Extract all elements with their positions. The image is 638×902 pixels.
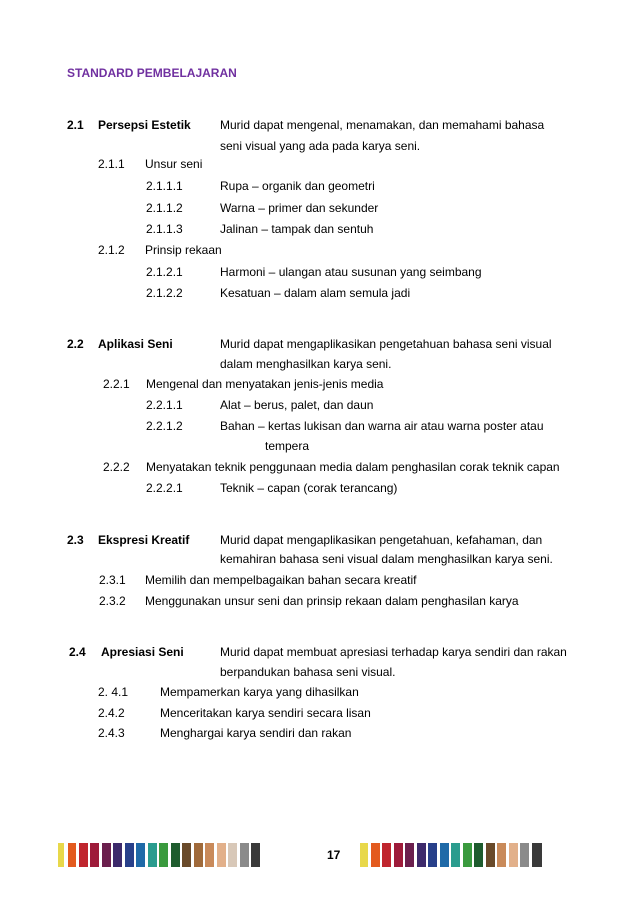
item-text: Menceritakan karya sendiri secara lisan	[160, 706, 371, 720]
subitem-number: 2.2.2.1	[146, 481, 183, 495]
subitem-number: 2.1.1.3	[146, 222, 183, 236]
page-title: STANDARD PEMBELAJARAN	[67, 66, 237, 80]
item-number: 2.1.2	[98, 243, 125, 257]
subitem-number: 2.1.2.1	[146, 265, 183, 279]
page-number: 17	[327, 848, 341, 862]
item-text: Mengenal dan menyatakan jenis-jenis media	[146, 377, 384, 391]
subitem-text: Alat – berus, palet, dan daun	[220, 398, 374, 412]
footer-stripes-left	[58, 843, 304, 867]
section-description: dalam menghasilkan karya seni.	[220, 357, 392, 371]
section-number: 2.2	[67, 337, 84, 351]
section-description: Murid dapat mengaplikasikan pengetahuan, kefahaman, dan	[220, 533, 543, 547]
section-description: kemahiran bahasa seni visual dalam menghasilkan karya seni.	[220, 552, 553, 566]
item-text: Menyatakan teknik penggunaan media dalam penghasilan corak teknik capan	[146, 460, 560, 474]
subitem-text: Kesatuan – dalam alam semula jadi	[220, 286, 411, 300]
item-number: 2. 4.1	[98, 685, 129, 699]
section-name: Ekspresi Kreatif	[98, 533, 190, 547]
section-description: Murid dapat mengenal, menamakan, dan memahami bahasa	[220, 118, 545, 132]
section-name: Aplikasi Seni	[98, 337, 173, 351]
item-text: Mempamerkan karya yang dihasilkan	[160, 685, 359, 699]
section-number: 2.1	[67, 118, 84, 132]
subitem-text: Bahan – kertas lukisan dan warna air atau warna poster atau	[220, 419, 544, 433]
item-text: Prinsip rekaan	[145, 243, 222, 257]
subitem-number: 2.1.2.2	[146, 286, 183, 300]
subitem-text: Warna – primer dan sekunder	[220, 201, 379, 215]
item-text: Memilih dan mempelbagaikan bahan secara kreatif	[145, 573, 417, 587]
item-number: 2.1.1	[98, 157, 125, 171]
subitem-number: 2.1.1.2	[146, 201, 183, 215]
section-description: Murid dapat mengaplikasikan pengetahuan bahasa seni visual	[220, 337, 552, 351]
subitem-number: 2.1.1.1	[146, 179, 183, 193]
item-text: Menghargai karya sendiri dan rakan	[160, 726, 352, 740]
section-description: Murid dapat membuat apresiasi terhadap karya sendiri dan rakan	[220, 645, 567, 659]
item-text: Unsur seni	[145, 157, 203, 171]
subitem-continuation: tempera	[265, 439, 310, 453]
item-number: 2.2.1	[103, 377, 130, 391]
subitem-text: Rupa – organik dan geometri	[220, 179, 375, 193]
section-name: Apresiasi Seni	[101, 645, 184, 659]
subitem-text: Harmoni – ulangan atau susunan yang seimbang	[220, 265, 482, 279]
subitem-number: 2.2.1.1	[146, 398, 183, 412]
section-number: 2.3	[67, 533, 84, 547]
section-description: seni visual yang ada pada karya seni.	[220, 139, 421, 153]
section-number: 2.4	[69, 645, 86, 659]
item-number: 2.4.2	[98, 706, 125, 720]
item-number: 2.2.2	[103, 460, 130, 474]
section-description: berpandukan bahasa seni visual.	[220, 665, 396, 679]
item-number: 2.3.2	[99, 594, 126, 608]
section-name: Persepsi Estetik	[98, 118, 191, 132]
subitem-text: Teknik – capan (corak terancang)	[220, 481, 398, 495]
subitem-number: 2.2.1.2	[146, 419, 183, 433]
item-number: 2.3.1	[99, 573, 126, 587]
item-number: 2.4.3	[98, 726, 125, 740]
item-text: Menggunakan unsur seni dan prinsip rekaan dalam penghasilan karya	[145, 594, 519, 608]
subitem-text: Jalinan – tampak dan sentuh	[220, 222, 374, 236]
footer-stripes-right	[360, 843, 580, 867]
